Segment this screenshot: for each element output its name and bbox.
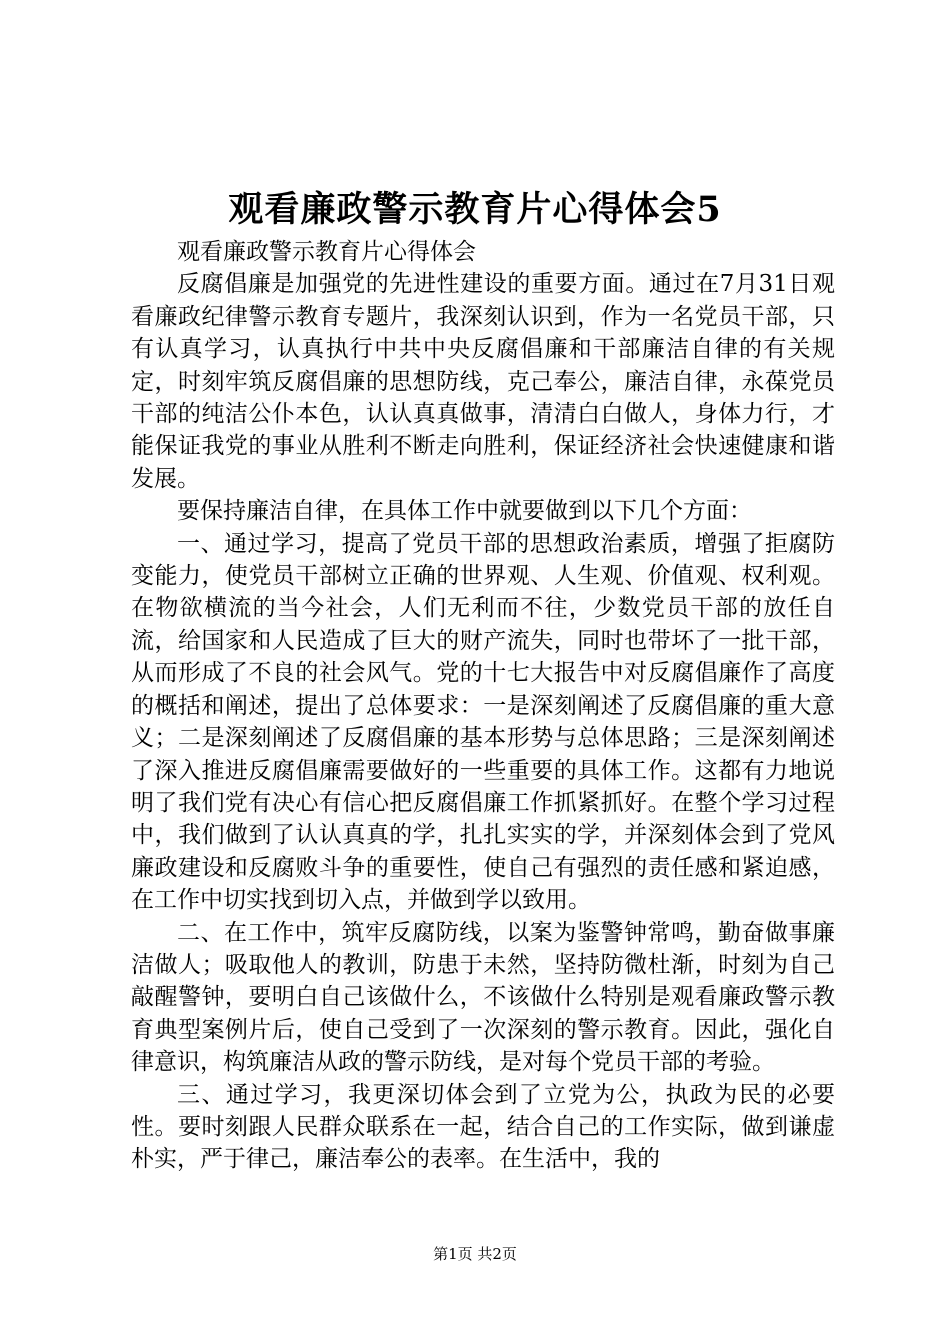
paragraph-point-three: 三、通过学习，我更深切体会到了立党为公，执政为民的必要性。要时刻跟人民群众联系在一起，结合自己的工作实际，做到谦虚朴实，严于律己，廉洁奉公的表率。在生活中，我的 bbox=[131, 1081, 835, 1173]
paragraph-intro: 反腐倡廉是加强党的先进性建设的重要方面。通过在7月31日观看廉政纪律警示教育专题片，我深刻认识到，作为一名党员干部，只有认真学习，认真执行中共中央反腐倡廉和干部廉洁自律的有关规定，时刻牢筑反腐倡廉的思想防线，克己奉公，廉洁自律，永葆党员干部的纯洁公仆本色，认认真真做事，清清白白做人，身体力行，才能保证我党的事业从胜利不断走向胜利，保证经济社会快速健康和谐发展。 bbox=[131, 271, 835, 492]
document-body bbox=[131, 236, 835, 1176]
paragraph-point-one: 一、通过学习，提高了党员干部的思想政治素质，增强了拒腐防变能力，使党员干部树立正确的世界观、人生观、价值观、权利观。在物欲横流的当今社会，人们无利而不往，少数党员干部的放任自流，给国家和人民造成了巨大的财产流失，同时也带坏了一批干部，从而形成了不良的社会风气。党的十七大报告中对反腐倡廉作了高度的概括和阐述，提出了总体要求：一是深刻阐述了反腐倡廉的重大意义；二是深刻阐述了反腐倡廉的基本形势与总体思路；三是深刻阐述了深入推进反腐倡廉需要做好的一些重要的具体工作。这都有力地说明了我们党有决心有信心把反腐倡廉工作抓紧抓好。在整个学习过程中，我们做到了认认真真的学，扎扎实实的学，并深刻体会到了党风廉政建设和反腐败斗争的重要性，使自己有强烈的责任感和紧迫感，在工作中切实找到切入点，并做到学以致用。 bbox=[131, 530, 835, 914]
page-number-footer: 第1页 共2页 bbox=[433, 1245, 517, 1263]
paragraph-point-two: 二、在工作中，筑牢反腐防线，以案为鉴警钟常鸣，勤奋做事廉洁做人；吸取他人的教训，防患于未然，坚持防微杜渐，时刻为自己敲醒警钟，要明白自己该做什么，不该做什么特别是观看廉政警示教育典型案例片后，使自己受到了一次深刻的警示教育。因此，强化自律意识，构筑廉洁从政的警示防线，是对每个党员干部的考验。 bbox=[131, 919, 835, 1076]
document-title: 观看廉政警示教育片心得体会5 bbox=[228, 189, 722, 230]
paragraph-subtitle: 观看廉政警示教育片心得体会 bbox=[177, 239, 476, 265]
paragraph-aspects-lead: 要保持廉洁自律，在具体工作中就要做到以下几个方面： bbox=[177, 498, 752, 525]
